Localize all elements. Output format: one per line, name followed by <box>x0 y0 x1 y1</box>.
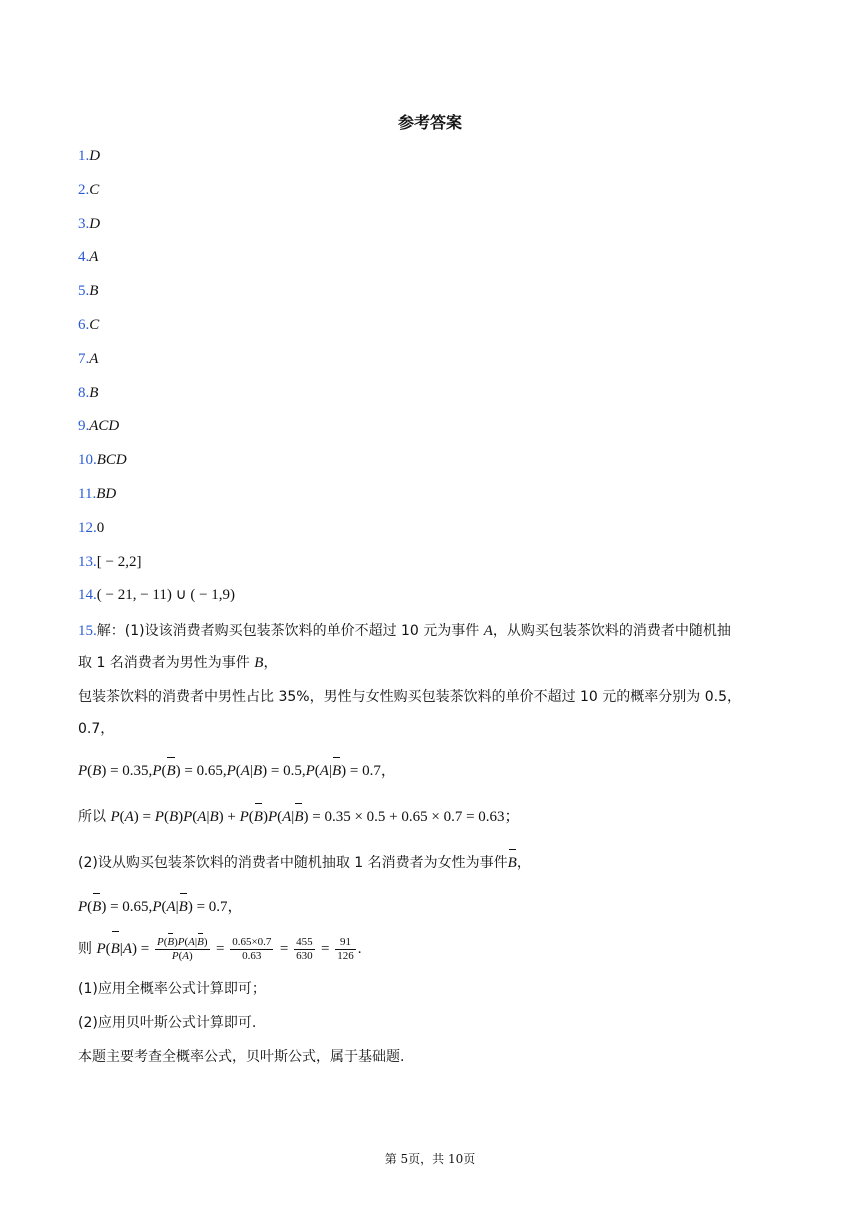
answer-value: ( − 21, − 11) ∪ ( − 1,9) <box>96 587 236 604</box>
answer-item <box>78 280 98 302</box>
q15-number: 15. <box>78 623 97 639</box>
q15-comment: 本题主要考查全概率公式，贝叶斯公式，属于基础题. <box>78 1049 405 1065</box>
q15-line-3: 包装茶饮料的消费者中男性占比 35%，男性与女性购买包装茶饮料的单价不超过 10 元的概率分别为 0.5， <box>78 689 741 705</box>
q15-line-1: 15.解：(1)设该消费者购买包装茶饮料的单价不超过 10 元为事件 A，从购买包装茶饮料的消费者中随机抽 <box>78 623 731 639</box>
answer-number: 2. <box>78 181 90 198</box>
q15-formula-total: 所以 P(A) = P(B)P(A|B) + P(B)P(A|B) = 0.35 × 0.5 + 0.65 × 0.7 = 0.63； <box>78 806 520 828</box>
answer-value: C <box>89 181 100 198</box>
answer-number: 10. <box>78 452 97 469</box>
fraction-values: $\frac{0.65\times 0.7}{0.63}$ <box>232 935 272 962</box>
answer-value: D <box>89 215 101 232</box>
answer-value: ACD <box>89 418 120 435</box>
answer-number: 1. <box>78 148 90 164</box>
q15-formula-given: P(B) = 0.35,P(B) = 0.65,P(A|B) = 0.5,P(A|B) = 0.7， <box>78 760 396 782</box>
page-title: 参考答案 <box>397 113 462 132</box>
answer-value: [ − 2,2] <box>96 553 142 570</box>
answer-item <box>78 314 99 336</box>
answer-number: 5. <box>78 283 90 300</box>
q15-formula-bayes: 则 P(B|A) = $\frac{P(B)P(A|B)}{P(A)}$ = $\frac{0.65\times 0.7}{0.63}$ = $\frac{455}{630}$ = $\frac{91}{126}$ . <box>78 934 362 964</box>
answer-item <box>78 213 100 235</box>
answer-item <box>78 551 141 573</box>
answer-value: B <box>89 283 99 300</box>
answer-number: 12. <box>78 519 97 536</box>
answer-value: D <box>89 148 101 164</box>
answer-number: 14. <box>78 587 97 604</box>
answer-number: 3. <box>78 215 90 232</box>
answer-item <box>78 382 98 404</box>
answer-number: 8. <box>78 384 90 401</box>
answer-item <box>78 584 235 606</box>
answer-item <box>78 246 98 268</box>
answer-item <box>78 483 116 505</box>
answer-number: 4. <box>78 249 90 266</box>
answer-number: 7. <box>78 350 90 367</box>
answer-value: A <box>89 350 99 367</box>
fraction-bayes: $\frac{P(B)P(A|B)}{P(A)}$ <box>156 935 208 962</box>
fraction-455-630: $\frac{455}{630}$ <box>296 935 313 962</box>
q15-analysis-2: (2)应用贝叶斯公式计算即可. <box>78 1015 257 1031</box>
answer-value: A <box>89 249 99 266</box>
answer-value: 0 <box>96 519 105 536</box>
answer-number: 13. <box>78 553 97 570</box>
answer-item <box>78 179 99 201</box>
q15-line-2: 取 1 名消费者为男性为事件 B， <box>78 655 278 671</box>
answer-number: 9. <box>78 418 90 435</box>
answer-item <box>78 348 98 370</box>
q15-line-4: 0.7， <box>78 721 115 737</box>
answer-item <box>78 415 119 437</box>
fraction-91-126: $\frac{91}{126}$ <box>337 935 354 962</box>
answer-number: 11. <box>78 486 97 502</box>
q15-line-part2: (2)设从购买包装茶饮料的消费者中随机抽取 1 名消费者为女性为事件B， <box>78 852 531 874</box>
answer-item <box>78 145 100 167</box>
answer-value: BCD <box>96 452 127 469</box>
q15-formula-female: P(B) = 0.65,P(A|B) = 0.7， <box>78 896 243 918</box>
answer-value: B <box>89 384 99 401</box>
answer-item <box>78 517 104 539</box>
q15-analysis-1: (1)应用全概率公式计算即可； <box>78 981 266 997</box>
answer-number: 6. <box>78 317 90 333</box>
answer-value: BD <box>96 486 117 502</box>
answer-item <box>78 449 127 471</box>
answer-value: C <box>89 317 100 333</box>
page-footer: 第 5页，共 10页 <box>384 1152 476 1166</box>
